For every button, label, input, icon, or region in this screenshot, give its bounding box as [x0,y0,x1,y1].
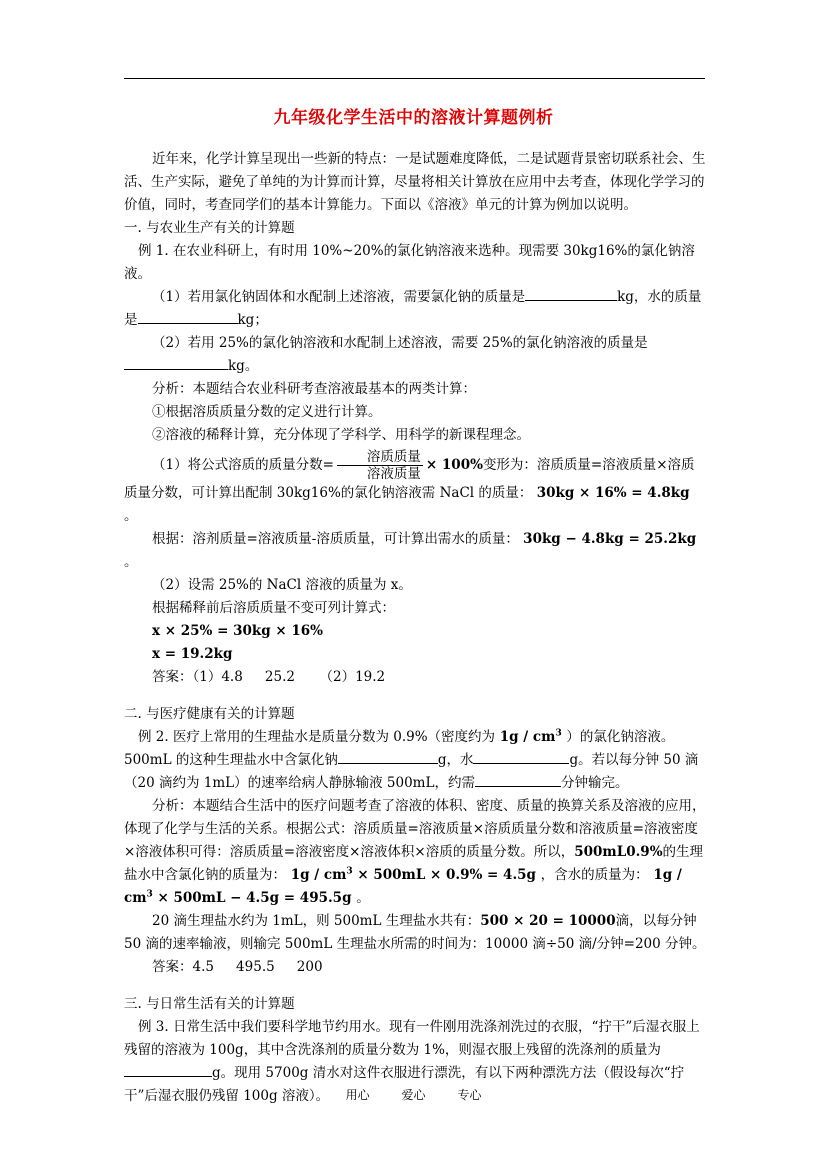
fraction: $\frac{\text{溶质质量}}{\text{溶液质量}}$ [337,449,423,482]
answer-blank[interactable] [124,355,228,370]
equation: 500 × 20 = 10000 [480,913,616,929]
document-body [124,148,706,1108]
example1-q2: （2）若用 25%的氯化钠溶液和水配制上述溶液，需要 25%的氯化钠溶液的质量是kg。 [124,332,706,378]
answer-blank[interactable] [525,286,617,301]
section1-heading: 一. 与农业生产有关的计算题 [124,220,295,236]
example3-text: 例 3. 日常生活中我们要科学地节约用水。现有一件刚用洗涤剂洗过的衣服，“拧干”后湿衣服上残留的溶液为 100g，其中含洗涤剂的质量分数为 1%，则湿衣服上残留的洗涤剂的质量为g。现用 5700g 清水对这件衣服进行漂洗，有以下两种漂洗方法（假设每次“拧干”后湿衣服仍残留 100g 溶液）。 [124,1019,700,1104]
equation: x = 19.2kg [152,646,233,662]
header-rule [124,78,705,79]
example2-analysis-2: 20 滴生理盐水约为 1mL，则 500mL 生理盐水共有：500 × 20 = 10000滴，以每分钟 50 滴的速率输液，则输完 500mL 生理盐水所需的时间为：10000 滴÷50 滴/分钟=200 分钟。 [124,913,706,952]
answer-blank[interactable] [338,749,438,764]
section2-heading: 二. 与医疗健康有关的计算题 [124,706,295,722]
analysis-line: ②溶液的稀释计算，充分体现了学科学、用科学的新课程理念。 [152,427,530,443]
example2-analysis: 分析：本题结合生活中的医疗问题考查了溶液的体积、密度、质量的换算关系及溶液的应用，体现了化学与生活的关系。根据公式：溶质质量=溶液质量×溶质质量分数和溶液质量=溶液密度×溶液体积可得：溶质质量=溶液密度×溶液体积×溶质的质量分数。所以，500mL0.9%的生理盐水中含氯化钠的质量为： $1g / cm^3 \times 500mL \times 0.9\% = 4.5g$ ，含水的质量为： $1g / cm^3 \times 500mL - 4.5g = 495.5g$ 。 [124,798,706,906]
equation: 30kg × 16% = 4.8kg [536,485,690,501]
answer-blank[interactable] [475,772,561,787]
analysis-line: 根据稀释前后溶质质量不变可列计算式： [152,600,395,616]
example1-text: 例 1. 在农业科研上，有时用 10%~20%的氯化钠溶液来选种。现需要 30kg16%的氯化钠溶液。 [124,243,695,282]
page-footer [0,1086,827,1103]
equation: 30kg − 4.8kg = 25.2kg [523,531,697,547]
equation: x × 25% = 30kg × 16% [152,623,323,639]
analysis-formula: （1）将公式溶质的质量分数= $\frac{\text{溶质质量}}{\text{溶液质量}}$ × 100%变形为：溶质质量=溶液质量×溶质质量分数，可计算出配制 30kg16%的氯化钠溶液需 NaCl 的质量： 30kg × 16% = 4.8kg 。 [124,449,695,524]
answer-blank[interactable] [124,1062,212,1077]
footer-text: 用心 [345,1088,370,1102]
analysis-line: （2）设需 25%的 NaCl 溶液的质量为 x。 [152,577,412,593]
footer-text: 专心 [457,1088,482,1102]
intro-paragraph: 近年来，化学计算呈现出一些新的特点：一是试题难度降低，二是试题背景密切联系社会、生活、生产实际，避免了单纯的为计算而计算，尽量将相关计算放在应用中去考查，体现化学学习的价值，同时，考查同学们的基本计算能力。下面以《溶液》单元的计算为例加以说明。 [124,151,706,213]
example2-text: 例 2. 医疗上常用的生理盐水是质量分数为 0.9%（密度约为 $1g / cm^3$ ）的氯化钠溶液。500mL 的这种生理盐水中含氯化钠 g，水 g。若以每分钟 50 滴（20 滴约为 1mL）的速率给病人静脉输液 500mL，约需 分钟输完。 [124,728,699,791]
answer-blank[interactable] [138,309,238,324]
answer-line: 答案：（1）4.8 25.2 （2）19.2 [152,669,386,685]
footer-text: 爱心 [401,1088,426,1102]
analysis-line: ①根据溶质质量分数的定义进行计算。 [152,404,382,420]
section3-heading: 三. 与日常生活有关的计算题 [124,996,295,1012]
page-title: 九年级化学生活中的溶液计算题例析 [273,108,554,128]
answer-blank[interactable] [473,749,569,764]
answer-line: 答案：4.5 495.5 200 [152,959,323,975]
analysis-line: 分析：本题结合农业科研考查溶液最基本的两类计算： [152,381,476,397]
analysis-line: 根据：溶剂质量=溶液质量-溶质质量，可计算出需水的质量： 30kg − 4.8kg = 25.2kg 。 [124,531,697,570]
example1-q1: （1）若用氯化钠固体和水配制上述溶液，需要氯化钠的质量是 kg，水的质量是 kg； [124,286,706,332]
